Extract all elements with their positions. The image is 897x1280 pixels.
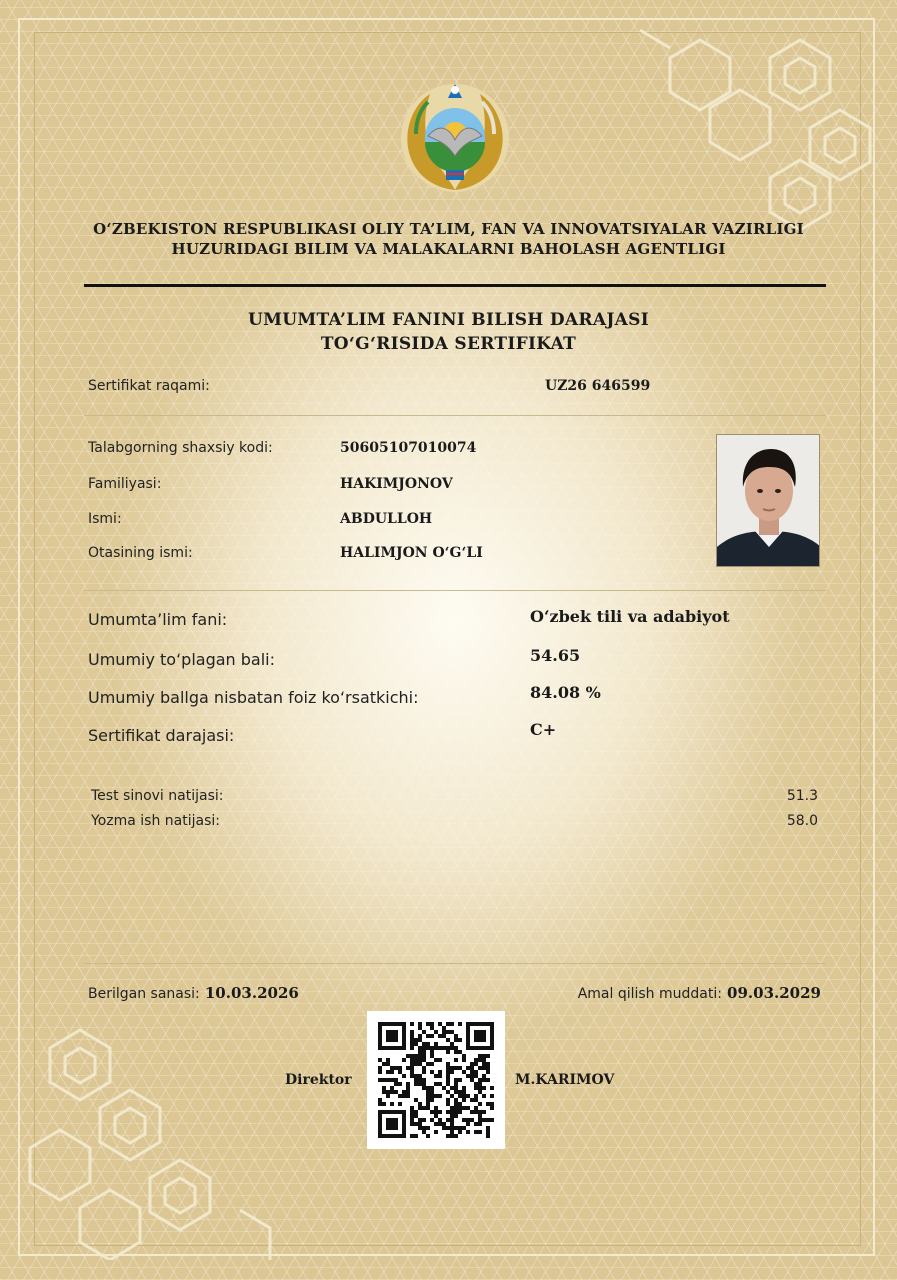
divider-2 <box>84 590 826 591</box>
subject-label: Umumta’lim fani: <box>88 610 228 629</box>
divider-3 <box>84 963 826 964</box>
issue-date-label: Berilgan sanasi: <box>88 986 200 1002</box>
certificate-title-line-2: TO‘G‘RISIDA SERTIFIKAT <box>320 334 577 354</box>
test-result-value: 51.3 <box>786 788 818 804</box>
name-label: Ismi: <box>88 511 122 527</box>
written-result-value: 58.0 <box>786 813 818 829</box>
certificate-number-value: UZ26 646599 <box>545 378 651 394</box>
total-score-value: 54.65 <box>530 646 581 665</box>
name-value: ABDULLOH <box>340 511 433 527</box>
total-score-label: Umumiy to‘plagan bali: <box>88 650 276 669</box>
personal-code-label: Talabgorning shaxsiy kodi: <box>88 440 273 456</box>
issue-date <box>88 983 299 1002</box>
surname-label: Familiyasi: <box>88 476 162 492</box>
corner-ornament-top-right <box>600 20 880 250</box>
valid-until-value: 09.03.2029 <box>727 984 821 1002</box>
written-result-label: Yozma ish natijasi: <box>91 813 220 829</box>
certificate-number-label: Sertifikat raqami: <box>88 378 210 394</box>
uzbekistan-state-emblem-icon <box>398 78 512 194</box>
percent-label: Umumiy ballga nisbatan foiz ko‘rsatkichi: <box>88 688 419 707</box>
valid-until <box>520 983 821 1002</box>
corner-ornament-bottom-left <box>20 1010 320 1260</box>
patronymic-label: Otasining ismi: <box>88 545 193 561</box>
personal-code-value: 50605107010074 <box>340 440 477 456</box>
issue-date-value: 10.03.2026 <box>204 984 299 1002</box>
test-result-label: Test sinovi natijasi: <box>91 788 224 804</box>
director-label: Direktor <box>285 1072 352 1088</box>
person-photo-icon <box>716 434 820 567</box>
org-line-1: O‘ZBEKISTON RESPUBLIKASI OLIY TA’LIM, FAN VA INNOVATSIYALAR VAZIRLIGI <box>93 220 804 238</box>
grade-label: Sertifikat darajasi: <box>88 726 235 745</box>
percent-value: 84.08 % <box>530 683 601 702</box>
org-line-2: HUZURIDAGI BILIM VA MALAKALARNI BAHOLASH AGENTLIGI <box>171 240 726 258</box>
director-name: M.KARIMOV <box>515 1072 615 1088</box>
subject-value: O‘zbek tili va adabiyot <box>530 607 730 626</box>
qr-code-icon <box>367 1011 505 1149</box>
valid-until-label: Amal qilish muddati: <box>577 986 722 1002</box>
header-divider <box>84 284 826 287</box>
grade-value: C+ <box>530 720 557 739</box>
certificate-title-line-1: UMUMTA’LIM FANINI BILISH DARAJASI <box>248 310 649 330</box>
divider-1 <box>84 415 826 416</box>
patronymic-value: HALIMJON O‘G‘LI <box>340 545 483 561</box>
surname-value: HAKIMJONOV <box>340 476 453 492</box>
